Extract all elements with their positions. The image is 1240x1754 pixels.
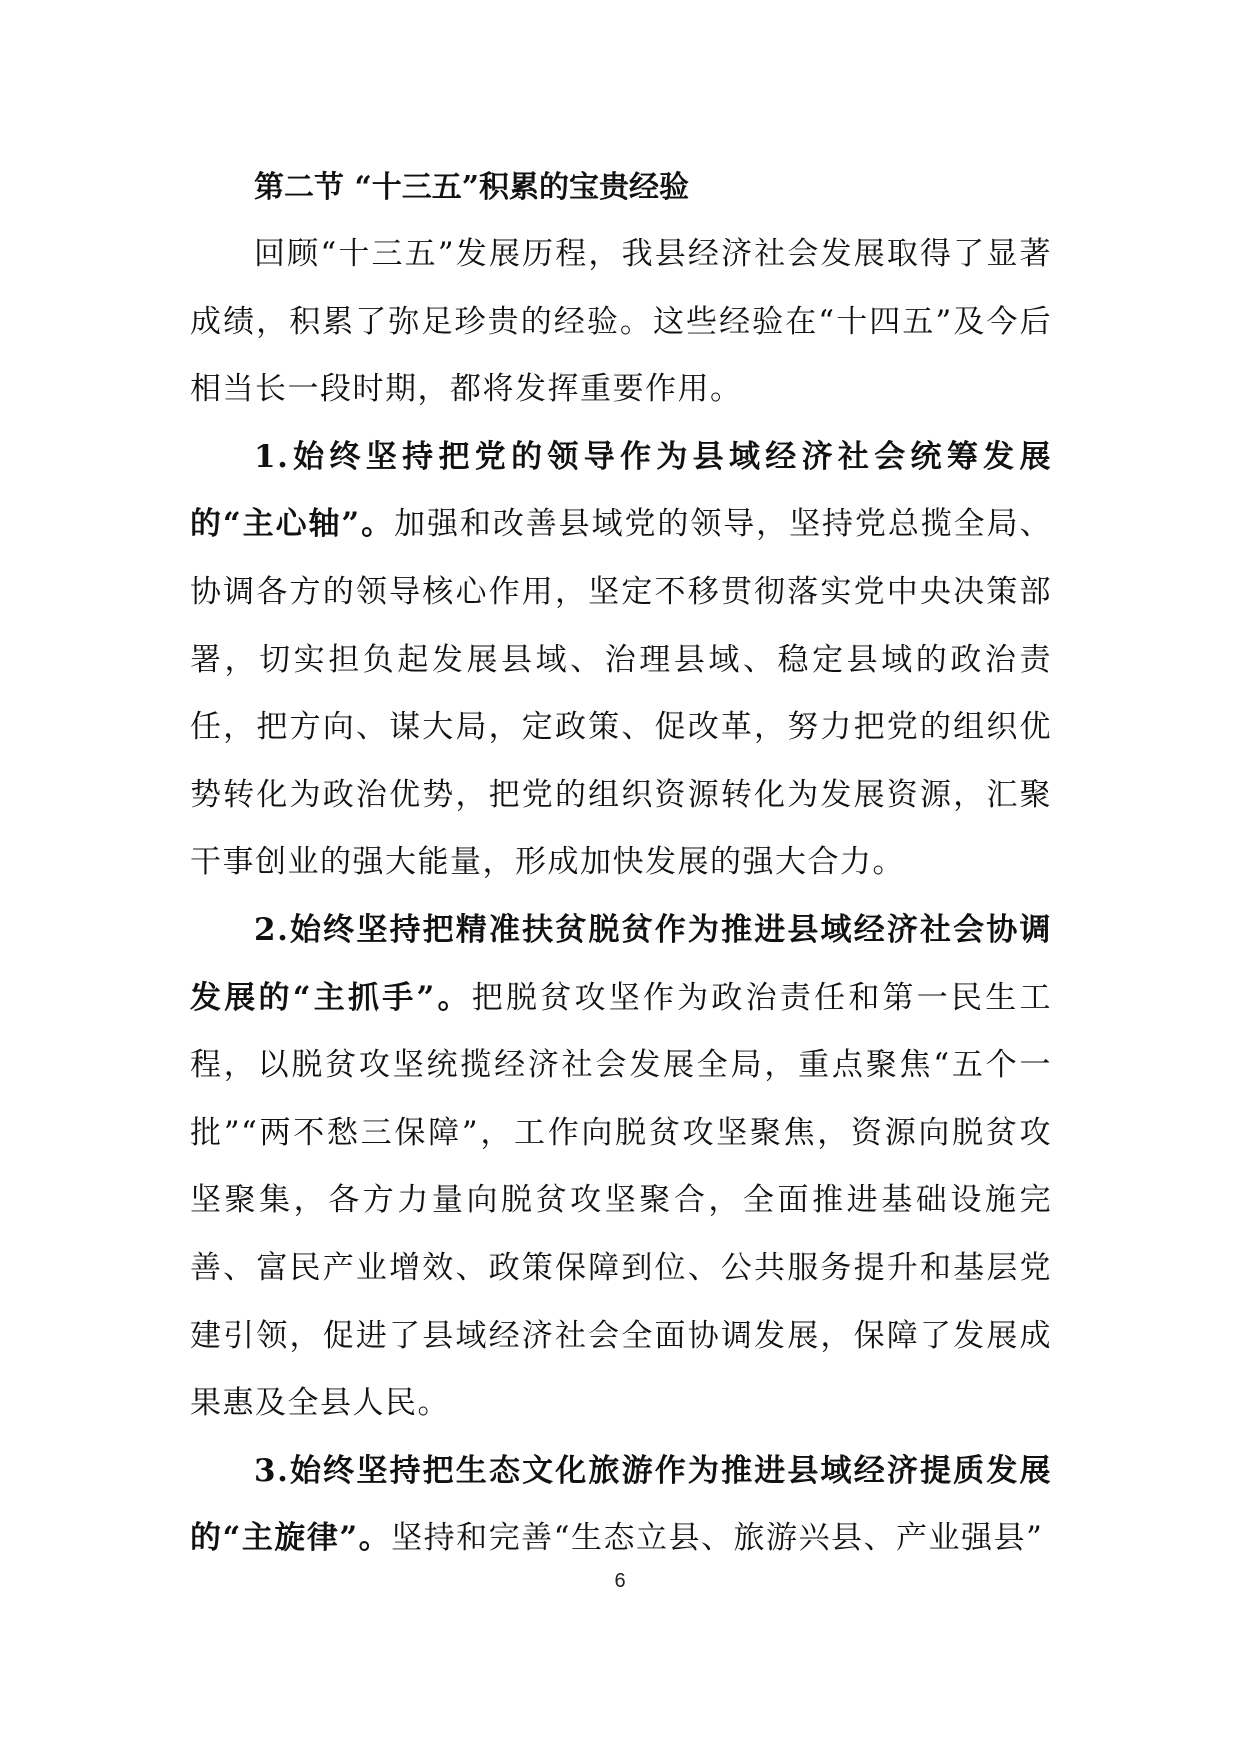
experience-item-1-body: 加强和改善县域党的领导，坚持党总揽全局、协调各方的领导核心作用，坚定不移贯彻落实党中央决策部署，切实担负起发展县域、治理县域、稳定县域的政治责任，把方向、谋大局，定政策、促改革，努力把党的组织优势转化为政治优势，把党的组织资源转化为发展资源，汇聚干事创业的强大能量，形成加快发展的强大合力。 xyxy=(190,506,1052,881)
experience-item-2-body: 把脱贫攻坚作为政治责任和第一民生工程，以脱贫攻坚统揽经济社会发展全局，重点聚焦“五个一批”“两不愁三保障”，工作向脱贫攻坚聚焦，资源向脱贫攻坚聚集，各方力量向脱贫攻坚聚合，全面推进基础设施完善、富民产业增效、政策保障到位、公共服务提升和基层党建引领，促进了县域经济社会全面协调发展，保障了发展成果惠及全县人民。 xyxy=(190,979,1052,1422)
experience-item-2-lead: 2.始终坚持把精准扶贫脱贫作为推进县域经济社会协调发展的“主抓手”。 xyxy=(190,911,1052,1016)
section-title: 第二节 “十三五”积累的宝贵经验 xyxy=(254,170,689,205)
experience-item-3-body: 坚持和完善“生态立县、旅游兴县、产业强县” xyxy=(391,1520,1044,1557)
experience-item-1 xyxy=(190,424,1052,897)
page-number: 6 xyxy=(614,1570,626,1592)
experience-item-3-lead: 3.始终坚持把生态文化旅游作为推进县域经济提质发展的“主旋律”。 xyxy=(190,1452,1052,1557)
experience-item-2 xyxy=(190,897,1052,1438)
page-content xyxy=(190,155,1052,1573)
experience-item-1-lead: 1.始终坚持把党的领导作为县域经济社会统筹发展的“主心轴”。 xyxy=(190,438,1052,543)
intro-paragraph: 回顾“十三五”发展历程，我县经济社会发展取得了显著成绩，积累了弥足珍贵的经验。这些经验在“十四五”及今后相当长一段时期，都将发挥重要作用。 xyxy=(190,236,1052,408)
experience-item-3 xyxy=(190,1438,1052,1573)
